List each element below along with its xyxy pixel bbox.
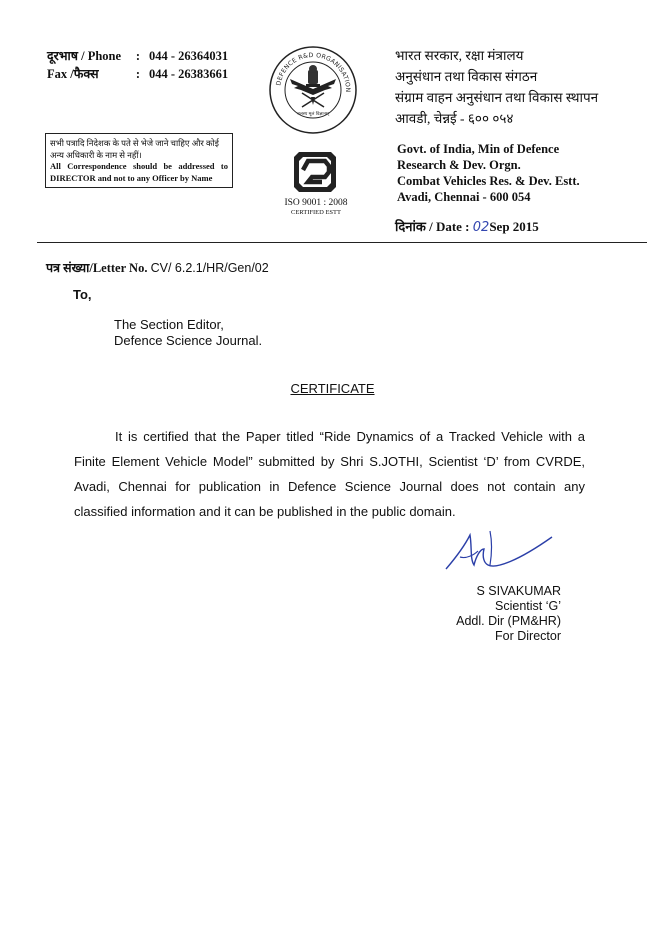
- org-english-line: Research & Dev. Orgn.: [397, 158, 521, 172]
- notice-hindi: सभी पत्रादि निदेशक के पते से भेजे जाने चाहिए और कोई अन्य अधिकारी के नाम से नहीं।: [50, 138, 219, 160]
- signatory-post: Addl. Dir (PM&HR): [456, 614, 561, 628]
- certificate-body-text: It is certified that the Paper titled “Ride Dynamics of a Tracked Vehicle with a Finite Element Vehicle Model” submitted by Shri S.JOTHI, Scientist ‘D’ from CVRDE, Avadi, Chennai for publication in Defence Science Journal does not contain any classified information and it can be published in the public domain.: [74, 429, 585, 519]
- org-english-line: Avadi, Chennai - 600 054: [397, 190, 531, 204]
- org-hindi-line: संग्राम वाहन अनुसंधान तथा विकास स्थापन: [395, 90, 599, 105]
- salutation-to: To,: [73, 287, 92, 302]
- org-english-line: Govt. of India, Min of Defence: [397, 142, 560, 156]
- header-divider: [37, 242, 647, 243]
- recipient-address: [114, 317, 262, 349]
- signatory-designation: Scientist ‘G’: [495, 599, 561, 613]
- recipient-line: Defence Science Journal.: [114, 333, 263, 348]
- signature: [440, 525, 560, 575]
- phone-label: दूरभाष / Phone: [47, 49, 122, 63]
- iso-standard: ISO 9001 : 2008: [284, 198, 348, 208]
- signatory-block: [456, 584, 561, 644]
- signatory-name: S SIVAKUMAR: [476, 584, 561, 598]
- org-english-line: Combat Vehicles Res. & Dev. Estt.: [397, 174, 580, 188]
- fax-row: Fax /फैक्स : 044 - 26383661: [47, 67, 229, 81]
- org-hindi-line: अनुसंधान तथा विकास संगठन: [395, 69, 538, 84]
- emblem-motto: बलस्य मूलं विज्ञानम्: [297, 112, 329, 117]
- org-address-hindi: [395, 45, 598, 129]
- recipient-line: The Section Editor,: [114, 317, 224, 332]
- certificate-body: [74, 424, 585, 524]
- fax-value: 044 - 26383661: [149, 67, 229, 81]
- date-suffix: Sep 2015: [489, 219, 539, 234]
- certificate-heading: CERTIFICATE: [290, 381, 375, 396]
- date-day-handwritten: 02: [472, 220, 490, 235]
- letter-number: [46, 259, 269, 276]
- iso-certified: CERTIFIED ESTT: [291, 209, 341, 216]
- phone-value: 044 - 26364031: [149, 49, 229, 63]
- letter-date: [395, 217, 539, 235]
- emblem-ring-text: DEFENCE R&D ORGANISATION: [275, 51, 352, 93]
- iso-certification-logo-icon: [292, 150, 338, 194]
- org-hindi-line: भारत सरकार, रक्षा मंत्रालय: [395, 48, 524, 63]
- iso-caption: [274, 198, 358, 218]
- date-label: दिनांक / Date :: [395, 219, 470, 234]
- org-hindi-line: आवडी, चेन्नई - ६०० ०५४: [395, 111, 514, 126]
- letter-number-value: CV/ 6.2.1/HR/Gen/02: [150, 261, 269, 275]
- fax-label: Fax /फैक्स: [47, 67, 99, 81]
- signatory-for: For Director: [495, 629, 561, 643]
- letter-number-label: पत्र संख्या/Letter No.: [46, 261, 148, 275]
- org-address-english: [397, 141, 580, 205]
- phone-row: दूरभाष / Phone : 044 - 26364031: [47, 49, 229, 63]
- drdo-emblem-icon: [268, 45, 358, 135]
- contact-block: [47, 47, 228, 83]
- notice-english: All Correspondence should be addressed to DIRECTOR and not to any Officer by Name: [50, 161, 228, 183]
- correspondence-notice: [45, 133, 233, 188]
